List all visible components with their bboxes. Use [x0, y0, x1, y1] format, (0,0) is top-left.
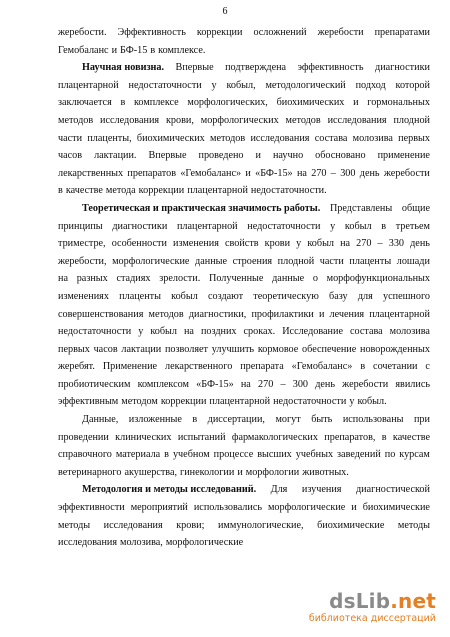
word: обосновано [315, 150, 366, 162]
word: морфологические [165, 537, 244, 549]
word: и [237, 466, 243, 478]
word: теоретическую [253, 290, 319, 302]
word: препаратов, [324, 431, 376, 443]
word: жеребости, [58, 255, 107, 267]
word: кобыл [150, 326, 177, 338]
word: исследования [103, 519, 163, 531]
word: комплексом [137, 378, 189, 390]
word: поздних [200, 326, 237, 338]
word: фармакологических [231, 431, 318, 443]
word: исследования [58, 537, 118, 549]
word: крови; [176, 519, 205, 531]
word: молозива [389, 326, 430, 338]
text-line [58, 59, 430, 77]
word: базу [329, 290, 348, 302]
word: акушерства, [124, 466, 178, 478]
word: коррекции [138, 185, 185, 197]
word: позволяет [164, 343, 208, 355]
word: Эффективность [117, 27, 186, 38]
word: методов [210, 132, 246, 144]
word: Полученные [208, 273, 264, 285]
word: части [58, 132, 83, 144]
word: данные [195, 255, 228, 267]
word: лактации. [94, 150, 137, 162]
word: методологический [265, 79, 346, 91]
word: качестве [65, 185, 103, 197]
word: состава [349, 326, 383, 338]
word: комплексе [133, 97, 179, 109]
word: учебном [172, 449, 210, 461]
word: 330 [388, 238, 405, 250]
word: у [138, 326, 144, 338]
section-heading: Научная новизна. [82, 62, 165, 74]
word: общие [401, 202, 430, 214]
word: новорожденных [360, 343, 430, 355]
word: исследования [250, 132, 310, 144]
word: ветеринарного [58, 466, 122, 478]
text-line [58, 130, 430, 148]
word: «Гемобаланс» [291, 361, 353, 373]
word: у [330, 220, 336, 232]
word: недостаточности. [250, 185, 327, 197]
word: первых [58, 343, 90, 355]
word: улучшить [211, 343, 255, 355]
word: кобыл, [226, 79, 256, 91]
word: морфологических, [187, 97, 268, 109]
text-line [58, 235, 430, 253]
text-line [58, 94, 430, 112]
word: день [315, 378, 335, 390]
word: морфологические [267, 502, 346, 514]
text-line [58, 182, 430, 200]
text-line [58, 200, 430, 218]
word: обеспечение [302, 343, 357, 355]
word: пробиотическим [58, 378, 131, 390]
word: плацентарной [209, 396, 271, 408]
text-line [58, 165, 430, 183]
word: препарата [240, 361, 284, 373]
text-line [58, 147, 430, 165]
word: эффективности [58, 502, 125, 514]
word: зрелости. [159, 273, 201, 285]
word: Применение [102, 361, 158, 373]
word: строения [232, 255, 273, 267]
word: методы [58, 519, 91, 531]
word: курсам [399, 449, 430, 461]
word: недостаточности [247, 220, 321, 232]
word: кобыл [307, 238, 334, 250]
word: крови, [165, 114, 194, 126]
word: и [353, 97, 359, 109]
word: Представлены [329, 202, 393, 214]
word: препаратами [374, 27, 430, 38]
text-line [58, 411, 430, 429]
word: заключается [58, 97, 112, 109]
word: – [280, 378, 286, 390]
word: гормональных [367, 97, 430, 109]
word: коррекции [160, 396, 207, 408]
text-line [58, 341, 430, 359]
word: и [245, 167, 251, 179]
word: части [319, 255, 344, 267]
word: испытаний [177, 431, 226, 443]
word: биохимических [136, 132, 205, 144]
word: жеребости [383, 167, 430, 179]
word: проведении [58, 431, 109, 443]
word: на [240, 378, 251, 390]
word: лошади [396, 255, 430, 267]
word: методов [285, 114, 321, 126]
word: Для [270, 484, 288, 496]
word: плодной [393, 114, 430, 126]
word: плацентарной [369, 308, 430, 320]
word: и [255, 150, 261, 162]
word: и [351, 502, 357, 514]
word: морфологические [112, 255, 190, 267]
word: на [296, 167, 307, 179]
word: и [111, 44, 118, 56]
watermark-subtitle: библиотека диссертаций [308, 613, 436, 624]
word: 270 [258, 378, 274, 390]
word: гинекологии [180, 466, 235, 478]
word: в [120, 97, 126, 109]
word: сочетании [373, 361, 418, 373]
word: подтверждена [225, 62, 287, 74]
word: триместре, [58, 238, 106, 250]
word: плаценты [119, 290, 161, 302]
word: Гемобаланс [58, 44, 109, 56]
word: создают [208, 290, 244, 302]
word: материала [115, 449, 161, 461]
word: по [384, 449, 396, 461]
word: молозива, [120, 537, 163, 549]
word: недостаточности [128, 79, 202, 91]
watermark [300, 589, 440, 629]
word: плацентарной [58, 79, 119, 91]
word: животных. [302, 466, 349, 478]
document-body [58, 24, 430, 552]
text-line [58, 464, 430, 482]
word: недостаточности [273, 396, 347, 408]
word: свойств [224, 238, 259, 250]
word: профилактики [251, 308, 314, 320]
word: Впервые [148, 150, 187, 162]
word: жеребят. [58, 361, 95, 373]
word: использовались [193, 502, 263, 514]
word: на [183, 326, 194, 338]
word: и [318, 308, 325, 320]
word: «БФ-15» [255, 167, 293, 179]
word: эффективность [297, 62, 364, 74]
word: применение [377, 150, 430, 162]
word: молозива [352, 132, 393, 144]
word: которой [395, 79, 430, 91]
word: состава [314, 132, 348, 144]
word: методов [148, 308, 184, 320]
word: Данные, [82, 414, 119, 426]
word: качестве [392, 431, 430, 443]
page-number: 6 [222, 6, 228, 17]
text-line [58, 288, 430, 306]
word: кормовое [257, 343, 299, 355]
word: БФ-15 [120, 44, 148, 56]
word: изменениях [58, 290, 109, 302]
word: на [58, 273, 68, 285]
word: успешного [383, 290, 430, 302]
word: изменения [173, 238, 219, 250]
word: учебных [295, 449, 334, 461]
word: стадиях [116, 273, 151, 285]
word: справочного [58, 449, 112, 461]
word: биохимических [276, 97, 345, 109]
word: процессе [213, 449, 254, 461]
text-line [58, 218, 430, 236]
word: совершенствования [58, 308, 144, 320]
word: мероприятий [130, 502, 188, 514]
word: лечения [329, 308, 365, 320]
watermark-logo-tld: .net [390, 589, 436, 613]
word: морфологических [200, 114, 279, 126]
word: изучения [301, 484, 342, 496]
word: – [330, 167, 336, 179]
word: в [360, 361, 366, 373]
word: «Гемобаланс» [180, 167, 242, 179]
word: методом [121, 396, 158, 408]
word: осложнений [253, 27, 307, 38]
word: в [58, 185, 63, 197]
word: изложенные [128, 414, 182, 426]
word: на [340, 238, 351, 250]
word: лактации [121, 343, 162, 355]
word: «БФ-15» [196, 378, 234, 390]
word: в [381, 220, 387, 232]
word: клинических [115, 431, 172, 443]
text-line [58, 534, 430, 552]
word: лекарственного [165, 361, 233, 373]
word: диагностики [112, 220, 168, 232]
text-line [58, 253, 430, 271]
word: часов [58, 150, 83, 162]
word: Исследование [282, 326, 343, 338]
word: разных [76, 273, 108, 285]
text-line [58, 112, 430, 130]
word: 300 [292, 378, 309, 390]
word: быть [311, 414, 333, 426]
word: недостаточности [58, 326, 132, 338]
text-line [58, 446, 430, 464]
text-line [58, 499, 430, 517]
text-line [58, 358, 430, 376]
word: исследования [327, 114, 387, 126]
word: с [425, 361, 430, 373]
word: данные [272, 273, 305, 285]
word: комплексе. [158, 44, 206, 56]
word: высших [257, 449, 292, 461]
word: диагностической [356, 484, 430, 496]
word: метода [105, 185, 136, 197]
word: плацентарной [176, 220, 238, 232]
watermark-logo-main: dsLib [329, 589, 391, 613]
word: использованы [342, 414, 404, 426]
word: день [410, 238, 430, 250]
word: коррекции [196, 27, 243, 38]
word: плодной [277, 255, 315, 267]
word: кобыл [344, 220, 372, 232]
word: 270 [311, 167, 327, 179]
word: у [296, 238, 302, 250]
word: эффективным [58, 396, 119, 408]
text-line [58, 270, 430, 288]
word: жеребости. [58, 27, 107, 38]
word: – [377, 238, 383, 250]
word: исследования [100, 114, 160, 126]
word: Впервые [175, 62, 214, 74]
word: препаратов [127, 167, 177, 179]
word: явились [395, 378, 430, 390]
word: у [349, 396, 355, 408]
text-line [58, 42, 430, 60]
word: подход [355, 79, 386, 91]
word: для [357, 290, 373, 302]
word: сроках. [243, 326, 276, 338]
word: биохимические [317, 519, 385, 531]
watermark-logo [329, 589, 436, 613]
word: 270 [356, 238, 372, 250]
text-line [58, 24, 430, 42]
word: жеребости [317, 27, 364, 38]
word: методы [397, 519, 430, 531]
word: лекарственных [58, 167, 124, 179]
word: в [164, 449, 169, 461]
word: часов [93, 343, 118, 355]
word: плаценты, [87, 132, 132, 144]
word: крови [264, 238, 291, 250]
word: у [211, 79, 217, 91]
word: могут [275, 414, 301, 426]
section-heading: Методология и методы исследований. [82, 484, 257, 496]
word: третьем [395, 220, 430, 232]
word: жеребости [342, 378, 389, 390]
text-line [58, 481, 430, 499]
word: заведений [337, 449, 381, 461]
word: проведено [198, 150, 244, 162]
word: плаценты [349, 255, 392, 267]
text-line [58, 429, 430, 447]
word: принципы [58, 220, 103, 232]
text-line [58, 393, 430, 411]
word: день [359, 167, 380, 179]
word: диагностики [375, 62, 430, 74]
text-line [58, 517, 430, 535]
word: плацентарной [187, 185, 248, 197]
text-line [58, 376, 430, 394]
word: в [381, 431, 387, 443]
word: в [150, 44, 156, 56]
word: при [413, 414, 430, 426]
word: диагностики, [188, 308, 247, 320]
word: в [192, 414, 198, 426]
word: иммунологические, [217, 519, 304, 531]
word: научно [272, 150, 304, 162]
text-line [58, 306, 430, 324]
word: морфологии [245, 466, 300, 478]
word: о [312, 273, 318, 285]
word: морфофункциональных [326, 273, 430, 285]
word: 300 [340, 167, 356, 179]
word: методов [58, 114, 94, 126]
text-line [58, 323, 430, 341]
word: биохимические [362, 502, 430, 514]
word: особенности [111, 238, 167, 250]
word: диссертации, [207, 414, 265, 426]
text-line [58, 77, 430, 95]
word: кобыл [171, 290, 198, 302]
section-heading: Теоретическая и практическая значимость работы. [82, 202, 321, 214]
word: первых [398, 132, 430, 144]
word: кобыл. [357, 396, 387, 408]
